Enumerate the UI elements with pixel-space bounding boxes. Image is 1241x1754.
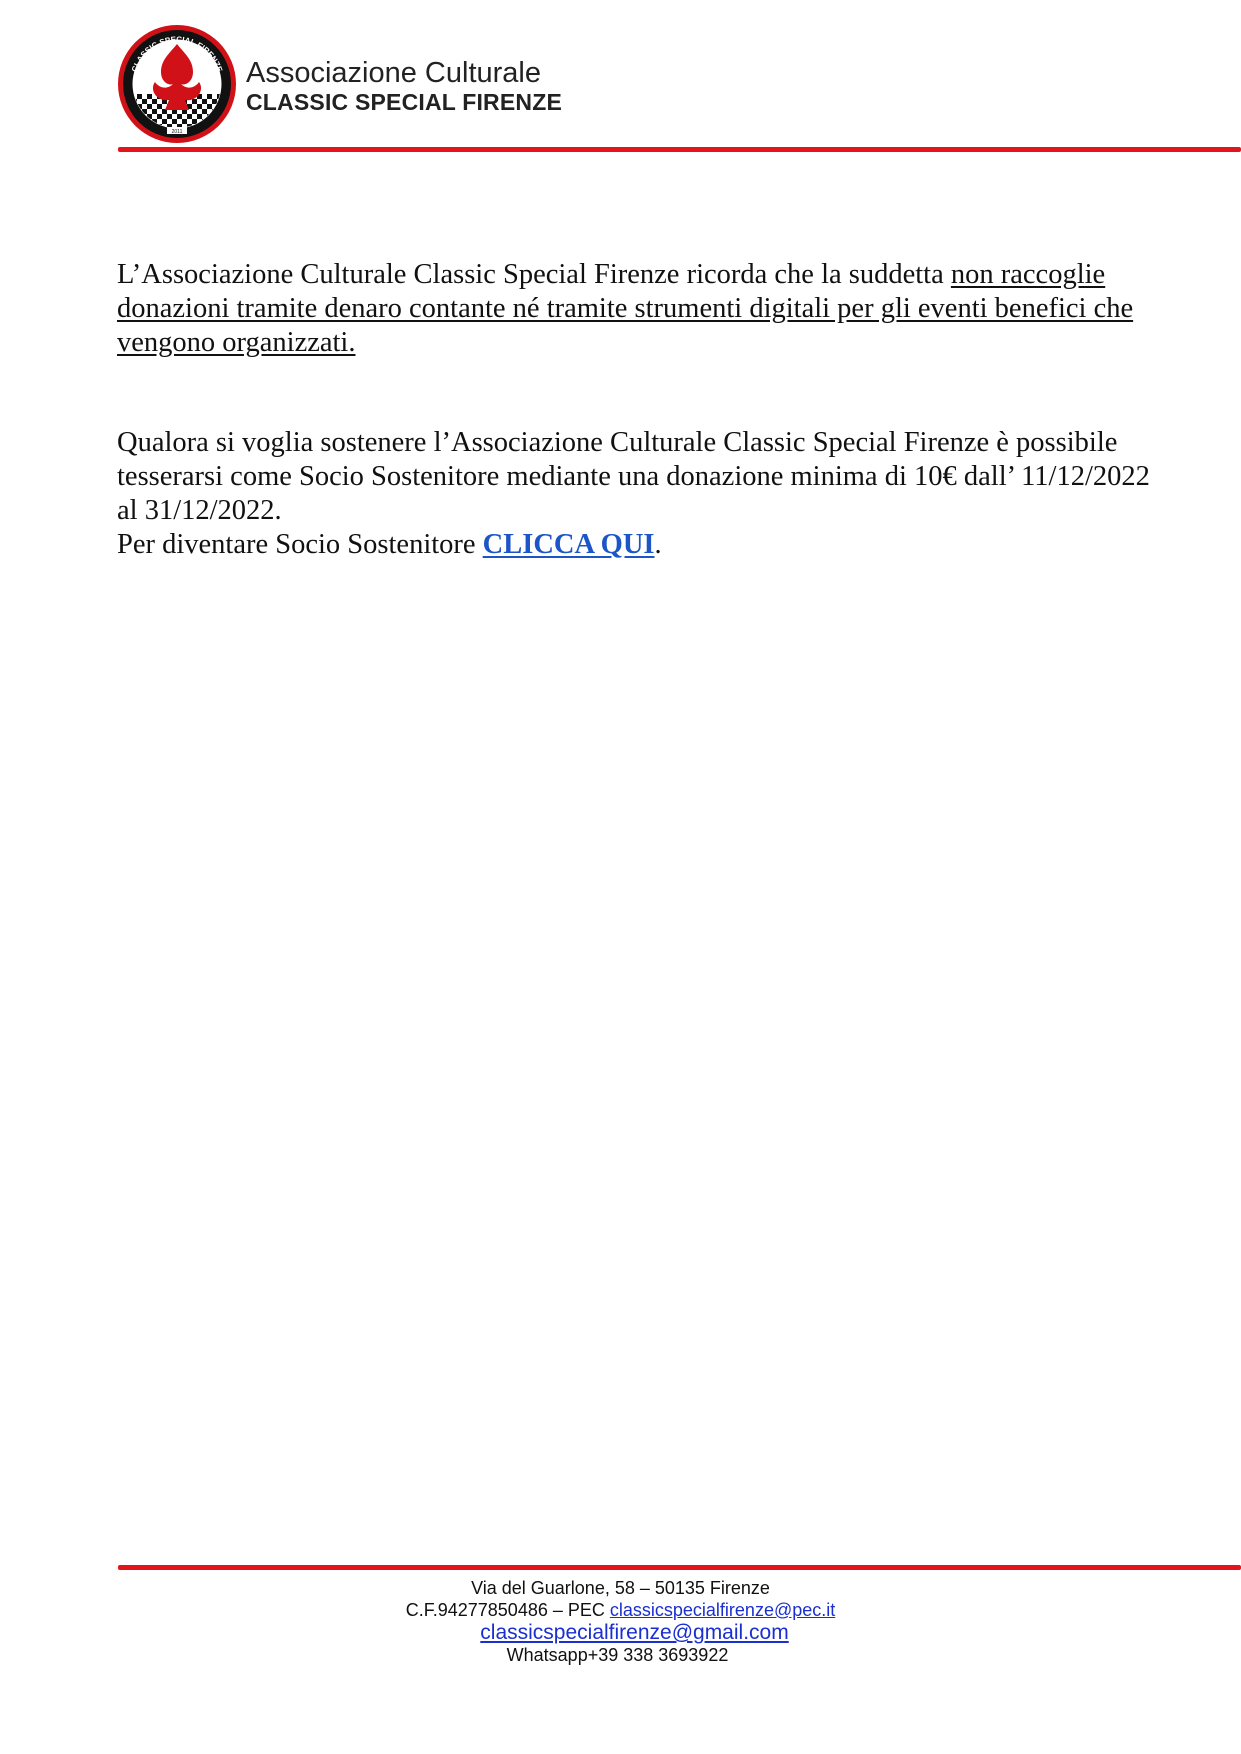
gmail-link[interactable]: classicspecialfirenze@gmail.com xyxy=(480,1621,789,1644)
donation-notice-paragraph xyxy=(117,258,1157,360)
letter-body xyxy=(117,258,1157,562)
footer-cf-text: C.F.94277850486 – PEC xyxy=(405,1600,610,1620)
donation-notice-text: L’Associazione Culturale Classic Special Firenze ricorda che la suddetta xyxy=(117,259,951,290)
association-logo xyxy=(117,24,237,144)
footer-address: Via del Guarlone, 58 – 50135 Firenze xyxy=(471,1578,770,1598)
letterhead xyxy=(117,24,1241,144)
pec-email-link[interactable]: classicspecialfirenze@pec.it xyxy=(609,1600,836,1620)
svg-text:CLASSIC SPECIAL FIRENZE: CLASSIC SPECIAL FIRENZE xyxy=(129,34,225,74)
footer-gmail-line xyxy=(14,1621,1241,1644)
clicca-qui-link[interactable]: CLICCA QUI xyxy=(482,529,655,560)
donation-notice-underlined: non raccoglie donazioni tramite denaro contante né tramite strumenti digitali per gli eventi benefici che vengono organizzati. xyxy=(117,259,1134,358)
footer-cf-pec xyxy=(0,1599,1241,1621)
membership-text: Qualora si voglia sostenere l’Associazione Culturale Classic Special Firenze è possibile tesserarsi come Socio Sostenitore mediante una donazione minima di 10€ dall’ 11/12/2022 al 31/12/2022. xyxy=(117,427,1150,526)
org-name-line2: CLASSIC SPECIAL FIRENZE xyxy=(246,89,562,115)
membership-paragraph xyxy=(117,426,1157,562)
footer-divider xyxy=(118,1565,1241,1570)
footer xyxy=(0,1577,1241,1666)
svg-text:2011: 2011 xyxy=(171,129,183,135)
signup-suffix: . xyxy=(654,529,662,560)
organization-name xyxy=(246,59,562,114)
org-name-line1: Associazione Culturale xyxy=(246,57,541,89)
footer-whatsapp: Whatsapp+39 338 3693922 xyxy=(506,1645,729,1665)
header-divider xyxy=(118,147,1241,152)
signup-prefix: Per diventare Socio Sostenitore xyxy=(117,529,483,560)
